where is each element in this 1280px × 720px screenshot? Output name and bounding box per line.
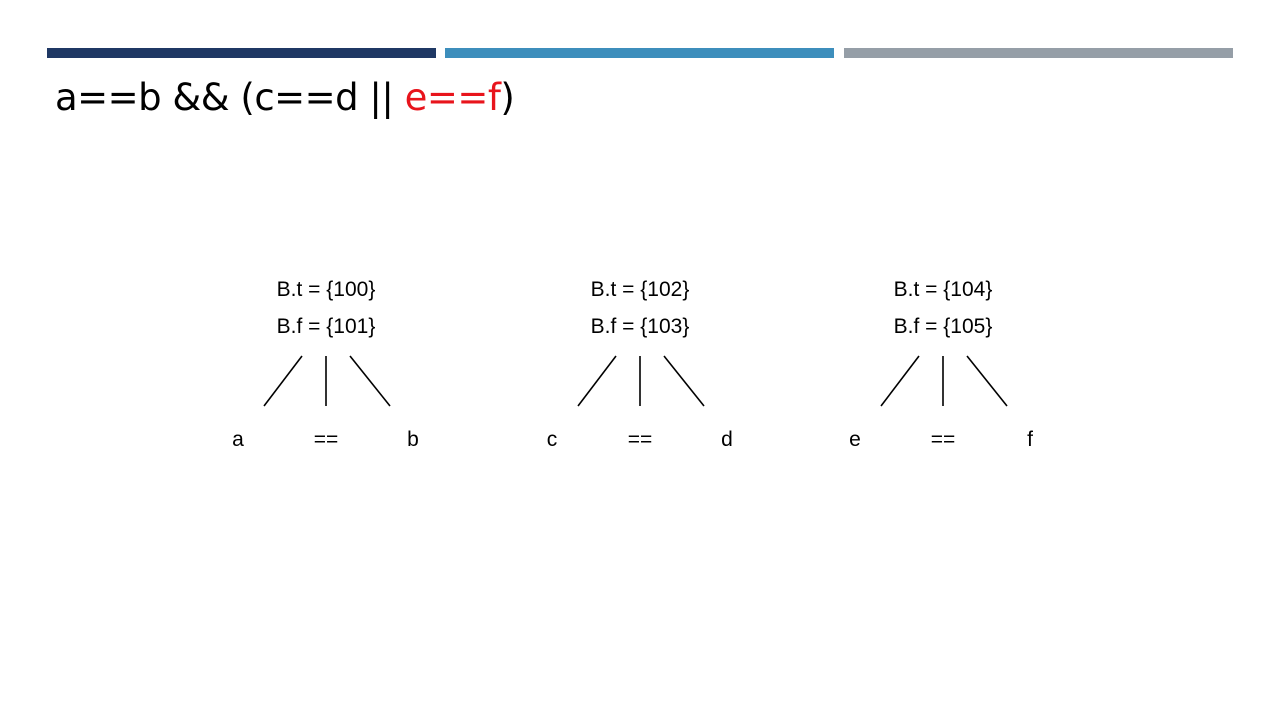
parse-tree-e-eq-f bbox=[833, 270, 1053, 460]
leaf-left-operand: e bbox=[849, 428, 861, 451]
leaf-operator: == bbox=[930, 428, 956, 451]
leaf-operator: == bbox=[627, 428, 653, 451]
edge-right bbox=[350, 356, 390, 406]
false-list-label: B.f = {101} bbox=[276, 315, 376, 338]
edge-left bbox=[264, 356, 302, 406]
false-list-label: B.f = {105} bbox=[893, 315, 993, 338]
leaf-right-operand: d bbox=[721, 428, 733, 451]
edge-right bbox=[967, 356, 1007, 406]
true-list-label: B.t = {102} bbox=[590, 278, 690, 301]
parse-tree-c-eq-d bbox=[530, 270, 750, 460]
title-suffix: ) bbox=[500, 76, 515, 119]
leaf-left-operand: c bbox=[546, 428, 558, 451]
accent-bar-light-blue bbox=[445, 48, 834, 58]
edge-left bbox=[578, 356, 616, 406]
edge-left bbox=[881, 356, 919, 406]
accent-bar-gray bbox=[844, 48, 1233, 58]
true-list-label: B.t = {104} bbox=[893, 278, 993, 301]
slide-title bbox=[55, 76, 514, 120]
leaf-right-operand: b bbox=[407, 428, 419, 451]
true-list-label: B.t = {100} bbox=[276, 278, 376, 301]
accent-bar-dark-blue bbox=[47, 48, 436, 58]
edge-right bbox=[664, 356, 704, 406]
title-prefix: a==b && (c==d || bbox=[55, 76, 405, 119]
leaf-operator: == bbox=[313, 428, 339, 451]
title-highlight: e==f bbox=[404, 76, 501, 119]
leaf-left-operand: a bbox=[232, 428, 244, 451]
false-list-label: B.f = {103} bbox=[590, 315, 690, 338]
parse-tree-a-eq-b bbox=[216, 270, 436, 460]
leaf-right-operand: f bbox=[1027, 428, 1033, 451]
